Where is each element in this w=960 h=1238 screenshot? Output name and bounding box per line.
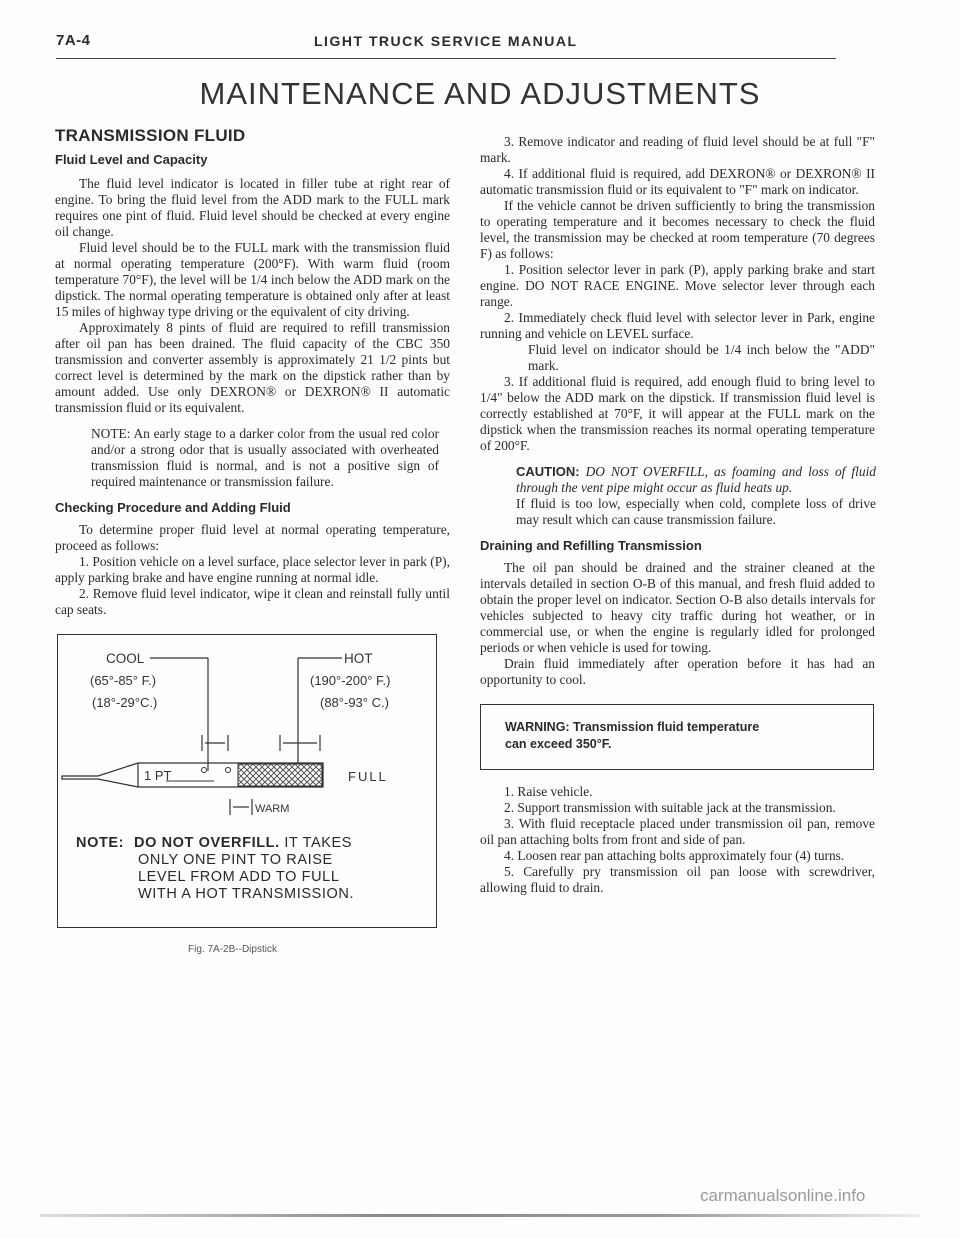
- paragraph: The oil pan should be drained and the strainer cleaned at the intervals detailed in section O-B of this manual, and fresh fluid added to obtain the proper level on indicator. Section O-B also details intervals for vehicles subjected to heavy city traffic during hot weather, or in commercial use, or when the engine is regularly idled for prolonged periods or when vehicle is used for towing.: [480, 560, 875, 655]
- figure-note: [76, 835, 354, 903]
- subheading-draining: Draining and Refilling Transmission: [480, 538, 702, 553]
- left-column: [55, 128, 450, 958]
- step: 3. With fluid receptacle placed under transmission oil pan, remove oil pan attaching bolts from front and side of pan.: [480, 816, 875, 847]
- step: 4. Loosen rear pan attaching bolts approximately four (4) turns.: [504, 848, 845, 863]
- page-title: MAINTENANCE AND ADJUSTMENTS: [199, 76, 761, 111]
- cool-c-label: (18°-29°C.): [92, 695, 158, 710]
- step: 1. Position selector lever in park (P), apply parking brake and start engine. DO NOT RACE ENGINE. Move selector lever through each range.: [480, 262, 875, 309]
- caution-followup: If fluid is too low, especially when cold, complete loss of drive may result which can cause transmission failure.: [516, 496, 876, 527]
- paragraph: Drain fluid immediately after operation before it has had an opportunity to cool.: [480, 656, 875, 687]
- step: 2. Remove fluid level indicator, wipe it clean and reinstall fully until cap seats.: [55, 586, 450, 617]
- paragraph: To determine proper fluid level at normal operating temperature, proceed as follows:: [55, 522, 450, 553]
- step: 5. Carefully pry transmission oil pan loose with screwdriver, allowing fluid to drain.: [480, 864, 875, 895]
- paragraph: The fluid level indicator is located in filler tube at right rear of engine. To bring the fluid level from the ADD mark to the FULL mark requires one pint of fluid. Fluid level should be checked at every engine oil change.: [55, 176, 450, 239]
- warning-line: can exceed 350°F.: [505, 737, 612, 751]
- figure-note-text: ONLY ONE PINT TO RAISE: [138, 852, 333, 868]
- caution-label: CAUTION:: [516, 464, 580, 479]
- cool-f-label: (65°-85° F.): [90, 673, 157, 688]
- right-column: [480, 134, 875, 896]
- caution-block: [516, 464, 876, 528]
- watermark: carmanualsonline.info: [700, 1186, 866, 1205]
- figure-note-text: WITH A HOT TRANSMISSION.: [138, 886, 355, 902]
- step: 2. Support transmission with suitable jack at the transmission.: [504, 800, 836, 815]
- step: 1. Raise vehicle.: [504, 784, 593, 799]
- pint-label: 1 PT: [144, 768, 172, 783]
- step: 3. If additional fluid is required, add enough fluid to bring level to 1/4" below the ADD mark on the dipstick. If transmission fluid level is correctly established at 70°F, it will appear at the FULL mark on the dipstick when the transmission reaches its normal operating temperature of 200°F.: [480, 374, 875, 453]
- full-label: FULL: [348, 769, 388, 784]
- step: 1. Position vehicle on a level surface, place selector lever in park (P), apply parking brake and have engine running at normal idle.: [55, 554, 450, 585]
- warning-box: [480, 704, 874, 770]
- figure-note-label: NOTE:: [76, 835, 125, 851]
- cool-label: COOL: [106, 651, 145, 666]
- figure-note-warning: DO NOT OVERFILL.: [134, 835, 280, 851]
- dipstick-figure: [57, 634, 437, 928]
- indented-text: [528, 342, 875, 374]
- warning-line: WARNING: Transmission fluid temperature: [505, 720, 760, 734]
- subheading-fluid-level: Fluid Level and Capacity: [55, 152, 208, 167]
- step: 2. Immediately check fluid level with selector lever in Park, engine running and vehicle on LEVEL surface.: [480, 310, 875, 341]
- note-block: [91, 426, 439, 490]
- step: 4. If additional fluid is required, add DEXRON® or DEXRON® II automatic transmission fluid or its equivalent to "F" mark on indicator.: [480, 166, 875, 197]
- bottom-scan-edge: [40, 1214, 920, 1217]
- note-text: NOTE: An early stage to a darker color from the usual red color and/or a strong odor that is usually associated with overheated transmission fluid is normal, and is not a positive sign of required maintenance or transmission failure.: [91, 426, 439, 489]
- paragraph: Fluid level should be to the FULL mark with the transmission fluid at normal operating temperature (200°F). With warm fluid (room temperature 70°F), the level will be 1/4 inch below the ADD mark on the dipstick. The normal operating temperature is obtained only after at least 15 miles of highway type driving or the equivalent of city driving.: [55, 240, 450, 319]
- full-range-hatch: [238, 764, 322, 786]
- warm-label: WARM: [255, 803, 290, 815]
- page-number: 7A-4: [56, 32, 91, 49]
- indented-paragraph: Fluid level on indicator should be 1/4 inch below the "ADD" mark.: [528, 342, 875, 373]
- paragraph: If the vehicle cannot be driven sufficiently to bring the transmission to operating temperature and it becomes necessary to check the fluid level, the transmission may be checked at room temperature (70 degrees F) as follows:: [480, 198, 875, 261]
- caution-text: DO NOT OVERFILL, as foaming and loss of fluid through the vent pipe might occur as fluid heats up.: [516, 464, 876, 495]
- running-header: [56, 28, 836, 59]
- figure-caption: Fig. 7A-2B--Dipstick: [188, 944, 277, 955]
- step: 3. Remove indicator and reading of fluid level should be at full "F" mark.: [480, 134, 875, 165]
- figure-note-text: IT TAKES: [284, 835, 353, 851]
- hot-label: HOT: [344, 651, 373, 666]
- subheading-checking: Checking Procedure and Adding Fluid: [55, 500, 291, 515]
- section-heading: TRANSMISSION FLUID: [55, 126, 246, 145]
- hot-c-label: (88°-93° C.): [320, 695, 389, 710]
- hot-f-label: (190°-200° F.): [310, 673, 391, 688]
- running-head: LIGHT TRUCK SERVICE MANUAL: [314, 33, 578, 49]
- paragraph: Approximately 8 pints of fluid are required to refill transmission after oil pan has been drained. The fluid capacity of the CBC 350 transmission and converter assembly is approximately 21 1/2 pints but correct level is determined by the mark on the dipstick rather than by amount added. Use only DEXRON® or DEXRON® II automatic transmission fluid or its equivalent.: [55, 320, 450, 415]
- figure-note-text: LEVEL FROM ADD TO FULL: [138, 869, 340, 885]
